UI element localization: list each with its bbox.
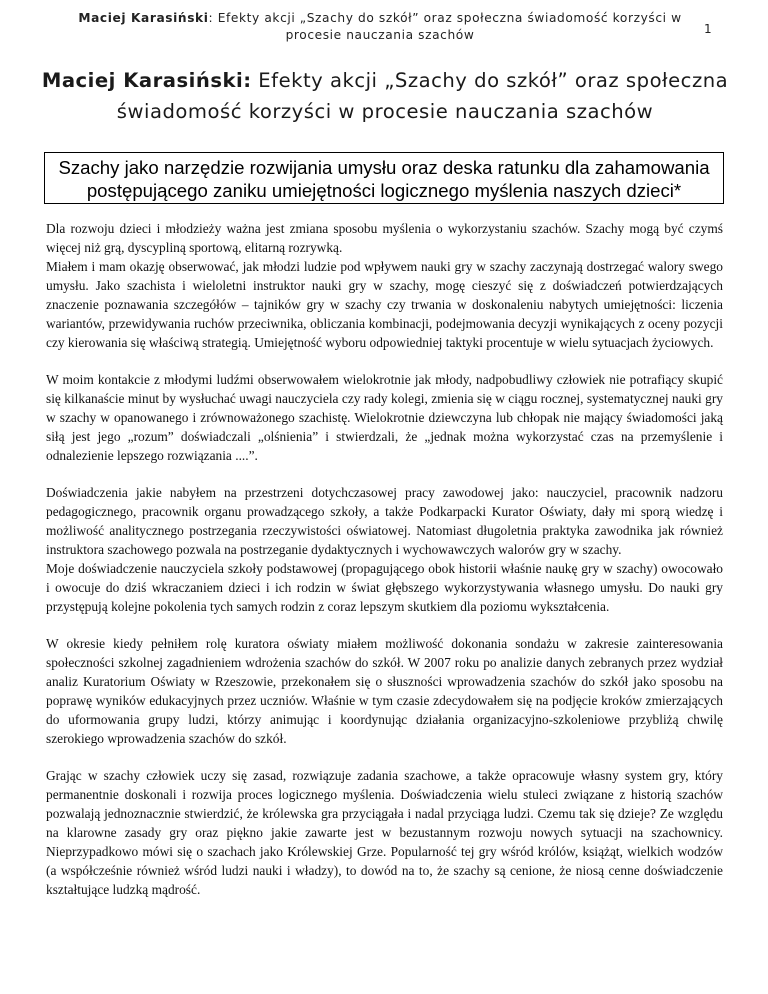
paragraph: Miałem i mam okazję obserwować, jak młodzi ludzie pod wpływem nauki gry w szachy zaczynają dostrzegać walory swego umysłu. Jako szachista i wieloletni instruktor nauki gry w szachy, mogę cieszyć się z doświadczeń potwierdzających znaczenie poznawania szczegółów – tajników gry w szachy czy trwania w doskonaleniu nabytych umiejętności: liczenia wariantów, przewidywania ruchów przeciwnika, obliczania kombinacji, podejmowania decyzji wynikających z oceny pozycji czy kierowania się właściwą strategią. Umiejętność wyboru odpowiedniej taktyki procentuje w wielu sytuacjach życiowych. bbox=[46, 259, 723, 350]
document-title bbox=[40, 65, 730, 127]
running-header bbox=[60, 10, 700, 44]
subtitle-box: Szachy jako narzędzie rozwijania umysłu oraz deska ratunku dla zahamowania postępującego zaniku umiejętności logicznego myślenia naszych dzieci* bbox=[44, 152, 724, 204]
paragraph: W moim kontakcie z młodymi ludźmi obserwowałem wielokrotnie jak młody, nadpobudliwy człowiek nie potrafiący skupić się kilkanaście minut by wysłuchać uwagi nauczyciela czy rady kolegi, zmienia się w ciągu rocznej, systematycznej nauki gry w szachy w opanowanego i zrównoważonego szachistę. Wielokrotnie dziewczyna lub chłopak nie mający świadomości jaką siłą jest jego „rozum” doświadczali „olśnienia” i stwierdzali, że „jednak można wykorzystać czas na przemyślenie i odnalezienie lepszego rozwiązania ....”. bbox=[46, 372, 723, 463]
document-title-author: Maciej Karasiński: bbox=[41, 69, 252, 92]
paragraph: Moje doświadczenie nauczyciela szkoły podstawowej (propagującego obok historii właśnie naukę gry w szachy) owocowało i owocuje do dziś wkraczaniem dzieci i ich rodzin w świat głębszego wykorzystywania własnego umysłu. Do nauki gry przystępują kolejne pokolenia tych samych rodzin z coraz lepszym skutkiem dla poziomu wykształcenia. bbox=[46, 561, 723, 614]
paragraph: Dla rozwoju dzieci i młodzieży ważna jest zmiana sposobu myślenia o wykorzystaniu szachów. Szachy mogą być czymś więcej niż grą, dyscypliną sportową, elitarną rozrywką. bbox=[46, 221, 723, 255]
paragraph: W okresie kiedy pełniłem rolę kuratora oświaty miałem możliwość dokonania sondażu w zakresie zainteresowania społeczności szkolnej zagadnieniem wdrożenia szachów do szkół. W 2007 roku po analizie danych zebranych przez wydział analiz Kuratorium Oświaty w Rzeszowie, przekonałem się o słuszności wprowadzenia szachów do szkół jako sposobu na poprawę wyników edukacyjnych przez uczniów. Właśnie w tym czasie zdecydowałem się na podjęcie kroków zmierzających do uformowania grupy ludzi, którzy animując i koordynując działania organizacyjno-szkoleniowe przybliżą chwilę szerokiego wprowadzenia szachów do szkół. bbox=[46, 636, 723, 746]
paragraph: Doświadczenia jakie nabyłem na przestrzeni dotychczasowej pracy zawodowej jako: nauczyciel, pracownik nadzoru pedagogicznego, pracownik organu prowadzącego szkoły, a także Podkarpacki Kurator Oświaty, dały mi sporą wiedzę i możliwość analitycznego postrzegania rzeczywistości oświatowej. Natomiast długoletnia praktyka zawodnika jak również instruktora szachowego pozwala na postrzeganie dydaktycznych i wychowawczych walorów gry w szachy. bbox=[46, 485, 723, 557]
document-body bbox=[46, 219, 723, 899]
page-number: 1 bbox=[704, 22, 712, 36]
document-title-text: Efekty akcji „Szachy do szkół” oraz społeczna świadomość korzyści w procesie nauczania szachów bbox=[116, 69, 729, 123]
running-header-title: : Efekty akcji „Szachy do szkół” oraz społeczna świadomość korzyści w procesie nauczania szachów bbox=[208, 11, 682, 42]
paragraph: Grając w szachy człowiek uczy się zasad, rozwiązuje zadania szachowe, a także opracowuje własny system gry, który permanentnie doskonali i rozwija proces logicznego myślenia. Doświadczenia wielu stuleci związane z historią szachów pozwalają jednoznacznie stwierdzić, że królewska gra przyciągała i nadal przyciąga ludzi. Czemu tak się dzieje? Ze względu na klarowne zasady gry oraz piękno jakie zawarte jest w bezustannym rozwoju nowych sytuacji na szachownicy. Nieprzypadkowo mówi się o szachach jako Królewskiej Grze. Popularność tej gry wśród królów, książąt, wielkich wodzów (a współcześnie również wśród ludzi nauki i władzy), to dowód na to, że szachy są cenione, że niosą cenne doświadczenie kształtujące ludzką mądrość. bbox=[46, 768, 723, 897]
running-header-author: Maciej Karasiński bbox=[78, 11, 209, 25]
